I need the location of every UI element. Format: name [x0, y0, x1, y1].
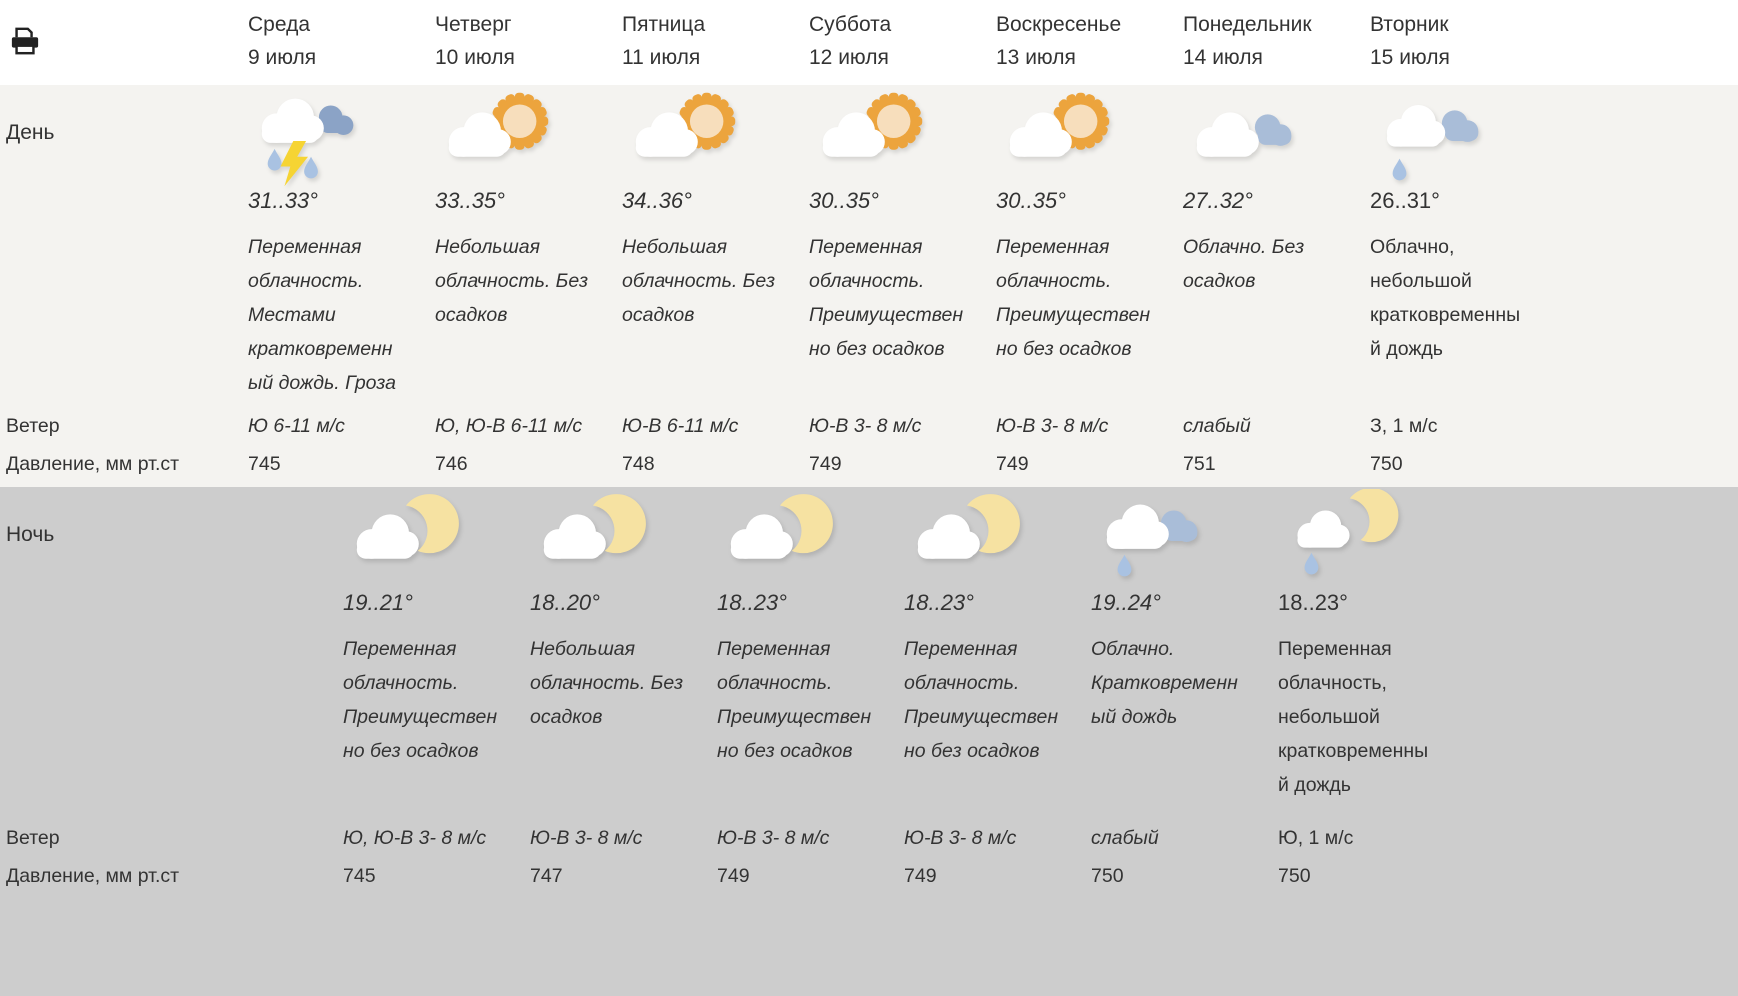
day-pressure: 748 [622, 453, 655, 475]
day-temperature: 26..31° [1370, 188, 1440, 213]
print-button[interactable] [0, 0, 248, 85]
moon-cloud-icon [717, 489, 845, 589]
night-wind: Ю, Ю-В 3- 8 м/с [343, 827, 487, 849]
moon-cloud-icon [530, 489, 658, 589]
day-wind: Ю-В 3- 8 м/с [996, 415, 1109, 437]
day-wind: слабый [1183, 415, 1251, 437]
day-pressure: 745 [248, 453, 281, 475]
day-pressure: 746 [435, 453, 468, 475]
moon-cloud-icon [904, 489, 1032, 589]
cloudy-icon [1183, 87, 1311, 187]
day-header [1370, 0, 1557, 85]
day-temperature: 30..35° [996, 188, 1066, 213]
header-row [0, 0, 1738, 85]
night-temperature: 19..24° [1091, 590, 1161, 615]
day-header [1183, 0, 1370, 85]
day-header [996, 0, 1183, 85]
night-pressure: 745 [343, 865, 376, 887]
night-conditions: Переменная облачность. Преимущественно без осадков [717, 638, 872, 762]
day-date: 12 июля [809, 46, 889, 69]
night-wind-row-label: Ветер [6, 827, 60, 849]
day-wind: Ю-В 6-11 м/с [622, 415, 739, 437]
night-pressure: 749 [717, 865, 750, 887]
day-conditions: Переменная облачность. Преимущественно без осадков [996, 236, 1151, 360]
day-conditions: Небольшая облачность. Без осадков [622, 236, 776, 326]
day-temperature: 30..35° [809, 188, 879, 213]
day-wind-row-label: Ветер [6, 415, 60, 437]
day-conditions: Небольшая облачность. Без осадков [435, 236, 589, 326]
night-pressure: 747 [530, 865, 563, 887]
day-pressure: 749 [996, 453, 1029, 475]
night-conditions: Переменная облачность. Преимущественно без осадков [343, 638, 498, 762]
sun-cloud-icon [435, 87, 563, 187]
night-weather-icon-cell [1091, 489, 1278, 582]
moon-cloud-icon [343, 489, 471, 589]
night-temperature: 18..20° [530, 590, 600, 615]
day-wind: З, 1 м/с [1370, 415, 1438, 437]
day-name: Понедельник [1183, 13, 1312, 36]
day-weather-icon-cell [435, 87, 622, 180]
day-header [809, 0, 996, 85]
day-name: Четверг [435, 13, 512, 36]
day-header [622, 0, 809, 85]
night-weather-icon-cell [904, 489, 1091, 582]
day-name: Пятница [622, 13, 706, 36]
storm-rain-icon [248, 87, 376, 187]
day-weather-icon-cell [1370, 87, 1557, 180]
day-date: 9 июля [248, 46, 317, 69]
night-wind: слабый [1091, 827, 1159, 849]
night-conditions: Переменная облачность, небольшой кратковременный дождь [1278, 638, 1429, 796]
day-date: 11 июля [622, 46, 701, 69]
day-name: Суббота [809, 13, 892, 36]
night-temperature: 18..23° [904, 590, 974, 615]
night-pressure: 749 [904, 865, 937, 887]
rain-cloud-icon [1370, 87, 1498, 187]
day-temperature: 34..36° [622, 188, 692, 213]
day-weather-icon-cell [248, 87, 435, 180]
day-section-label: День [6, 120, 55, 144]
day-weather-icon-cell [809, 87, 996, 180]
night-temperature: 18..23° [717, 590, 787, 615]
night-pressure-row-label: Давление, мм рт.ст [6, 865, 180, 887]
night-wind: Ю, 1 м/с [1278, 827, 1354, 849]
night-wind: Ю-В 3- 8 м/с [717, 827, 830, 849]
day-section [0, 85, 1738, 487]
day-conditions: Облачно. Без осадков [1183, 236, 1305, 292]
night-conditions: Небольшая облачность. Без осадков [530, 638, 684, 728]
day-temperature: 33..35° [435, 188, 505, 213]
night-conditions: Переменная облачность. Преимущественно без осадков [904, 638, 1059, 762]
night-wind: Ю-В 3- 8 м/с [530, 827, 643, 849]
sun-cloud-icon [809, 87, 937, 187]
day-pressure: 751 [1183, 453, 1216, 475]
night-temperature: 19..21° [343, 590, 413, 615]
day-temperature: 27..32° [1183, 188, 1253, 213]
day-wind: Ю 6-11 м/с [248, 415, 345, 437]
day-wind: Ю, Ю-В 6-11 м/с [435, 415, 583, 437]
rain-cloud-night-icon [1091, 489, 1219, 589]
night-pressure: 750 [1091, 865, 1124, 887]
day-weather-icon-cell [1183, 87, 1370, 180]
day-temperature: 31..33° [248, 188, 318, 213]
night-conditions: Облачно. Кратковременный дождь [1091, 638, 1238, 728]
sun-cloud-icon [622, 87, 750, 187]
day-conditions: Переменная облачность. Преимущественно без осадков [809, 236, 964, 360]
day-date: 15 июля [1370, 46, 1450, 69]
night-temperature: 18..23° [1278, 590, 1348, 615]
day-name: Воскресенье [996, 13, 1122, 36]
day-weather-icon-cell [996, 87, 1183, 180]
printer-icon [8, 26, 42, 56]
day-wind: Ю-В 3- 8 м/с [809, 415, 922, 437]
day-date: 13 июля [996, 46, 1076, 69]
night-weather-icon-cell [1278, 489, 1465, 582]
night-section-label: Ночь [6, 522, 55, 546]
night-section [0, 487, 1738, 996]
sun-cloud-icon [996, 87, 1124, 187]
day-pressure-row-label: Давление, мм рт.ст [6, 453, 180, 475]
day-header [435, 0, 622, 85]
day-header [248, 0, 435, 85]
day-date: 10 июля [435, 46, 515, 69]
night-weather-icon-cell [343, 489, 530, 582]
day-name: Вторник [1370, 13, 1449, 36]
night-weather-icon-cell [717, 489, 904, 582]
day-weather-icon-cell [622, 87, 809, 180]
day-date: 14 июля [1183, 46, 1263, 69]
night-weather-icon-cell [530, 489, 717, 582]
moon-rain-cloud-icon [1278, 489, 1406, 589]
day-conditions: Переменная облачность. Местами кратковременный дождь. Гроза [248, 236, 397, 394]
night-wind: Ю-В 3- 8 м/с [904, 827, 1017, 849]
day-pressure: 750 [1370, 453, 1403, 475]
night-pressure: 750 [1278, 865, 1311, 887]
day-name: Среда [248, 13, 310, 36]
day-pressure: 749 [809, 453, 842, 475]
day-conditions: Облачно, небольшой кратковременный дождь [1370, 236, 1521, 360]
